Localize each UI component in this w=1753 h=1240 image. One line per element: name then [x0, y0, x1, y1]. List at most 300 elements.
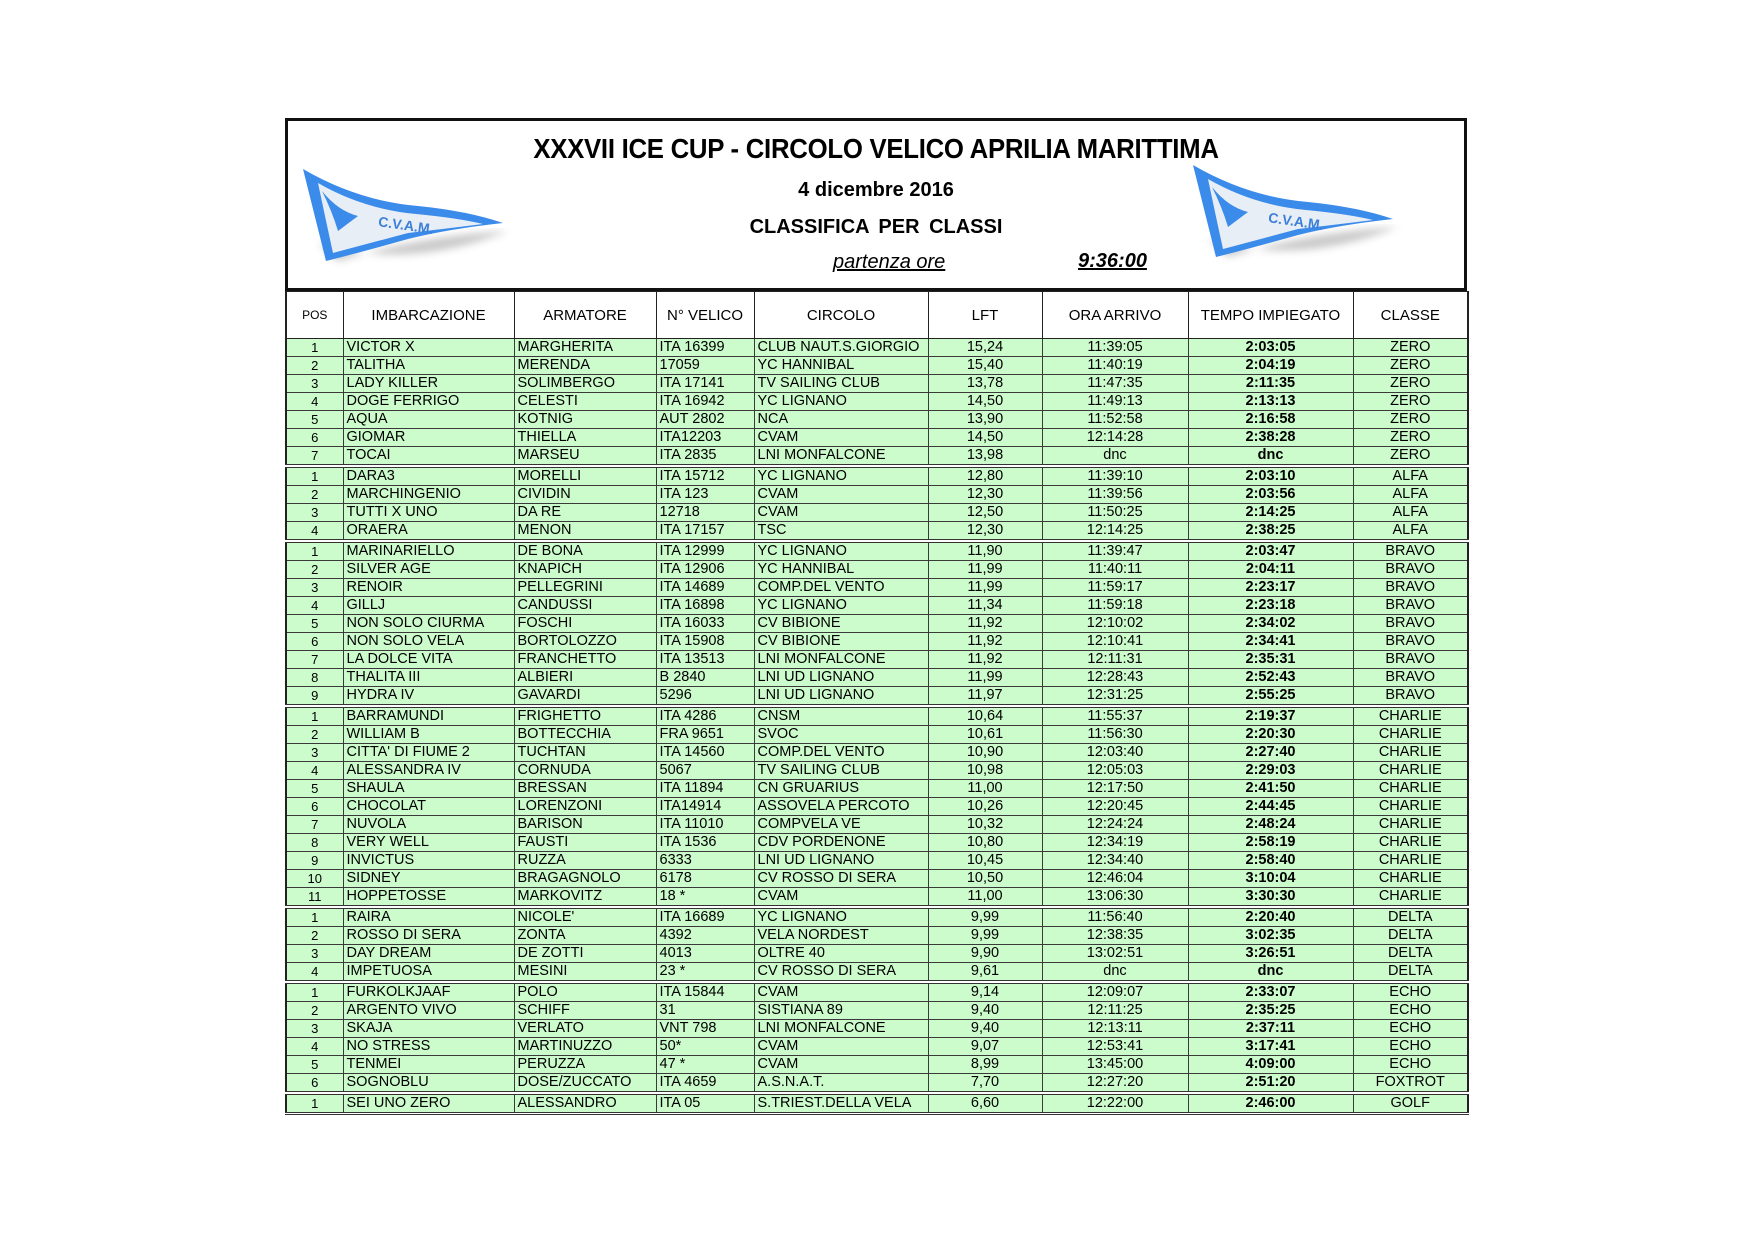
table-row [286, 339, 1468, 357]
cell-club: LNI UD LIGNANO [754, 669, 928, 687]
cell-sail-number: 18 * [656, 888, 754, 908]
table-row [286, 447, 1468, 467]
cell-lft: 10,50 [928, 870, 1042, 888]
cell-pos: 1 [286, 982, 343, 1002]
cell-pos: 3 [286, 504, 343, 522]
cell-owner: POLO [514, 982, 656, 1002]
cell-elapsed: 2:16:58 [1188, 411, 1353, 429]
table-row [286, 963, 1468, 983]
table-row [286, 579, 1468, 597]
table-row [286, 834, 1468, 852]
cell-lft: 9,14 [928, 982, 1042, 1002]
cell-lft: 6,60 [928, 1093, 1042, 1114]
cell-owner: MORELLI [514, 466, 656, 486]
cell-pos: 2 [286, 726, 343, 744]
cell-club: YC LIGNANO [754, 541, 928, 561]
cell-club: SISTIANA 89 [754, 1002, 928, 1020]
cell-lft: 10,32 [928, 816, 1042, 834]
cell-arrival: 11:39:47 [1042, 541, 1188, 561]
cell-owner: ALBIERI [514, 669, 656, 687]
cell-sail-number: ITA 17157 [656, 522, 754, 542]
cell-boat: ARGENTO VIVO [343, 1002, 514, 1020]
cell-club: CV BIBIONE [754, 633, 928, 651]
cell-class: ECHO [1353, 1056, 1468, 1074]
cell-sail-number: ITA 4286 [656, 706, 754, 726]
cell-pos: 2 [286, 486, 343, 504]
cell-class: CHARLIE [1353, 888, 1468, 908]
table-row [286, 744, 1468, 762]
cell-boat: MARCHINGENIO [343, 486, 514, 504]
cell-sail-number: ITA 11010 [656, 816, 754, 834]
cell-boat: HOPPETOSSE [343, 888, 514, 908]
cell-class: DELTA [1353, 945, 1468, 963]
cell-boat: TALITHA [343, 357, 514, 375]
cell-elapsed: 3:30:30 [1188, 888, 1353, 908]
cell-owner: LORENZONI [514, 798, 656, 816]
cell-class: ZERO [1353, 447, 1468, 467]
col-header-club: CIRCOLO [754, 292, 928, 339]
cell-arrival: dnc [1042, 963, 1188, 983]
cell-owner: TUCHTAN [514, 744, 656, 762]
table-row [286, 669, 1468, 687]
table-row [286, 615, 1468, 633]
table-row [286, 651, 1468, 669]
table-row [286, 522, 1468, 542]
col-header-sail-number: N° VELICO [656, 292, 754, 339]
cell-class: BRAVO [1353, 615, 1468, 633]
cell-class: ALFA [1353, 466, 1468, 486]
cell-owner: VERLATO [514, 1020, 656, 1038]
cell-club: YC LIGNANO [754, 466, 928, 486]
cell-elapsed: 2:03:10 [1188, 466, 1353, 486]
cell-arrival: 12:14:28 [1042, 429, 1188, 447]
cell-club: TSC [754, 522, 928, 542]
cell-lft: 11,92 [928, 615, 1042, 633]
cell-sail-number: 12718 [656, 504, 754, 522]
table-row [286, 541, 1468, 561]
cell-class: CHARLIE [1353, 870, 1468, 888]
cell-arrival: 12:27:20 [1042, 1074, 1188, 1094]
cell-boat: ORAERA [343, 522, 514, 542]
cell-club: CNSM [754, 706, 928, 726]
cell-lft: 11,00 [928, 780, 1042, 798]
cell-pos: 7 [286, 816, 343, 834]
cell-arrival: 12:38:35 [1042, 927, 1188, 945]
cell-owner: MARKOVITZ [514, 888, 656, 908]
cell-elapsed: dnc [1188, 447, 1353, 467]
cell-class: ECHO [1353, 982, 1468, 1002]
table-row [286, 597, 1468, 615]
cell-sail-number: ITA 16033 [656, 615, 754, 633]
cell-arrival: 11:59:18 [1042, 597, 1188, 615]
cell-boat: INVICTUS [343, 852, 514, 870]
cell-lft: 14,50 [928, 393, 1042, 411]
cell-boat: WILLIAM B [343, 726, 514, 744]
cell-class: FOXTROT [1353, 1074, 1468, 1094]
cell-club: CVAM [754, 504, 928, 522]
cell-arrival: 11:40:19 [1042, 357, 1188, 375]
cell-lft: 11,99 [928, 669, 1042, 687]
cell-club: TV SAILING CLUB [754, 762, 928, 780]
cell-club: YC HANNIBAL [754, 357, 928, 375]
cell-sail-number: ITA 16399 [656, 339, 754, 357]
cell-lft: 9,40 [928, 1020, 1042, 1038]
cell-sail-number: ITA12203 [656, 429, 754, 447]
results-table [285, 291, 1469, 1115]
table-row [286, 357, 1468, 375]
cell-boat: TENMEI [343, 1056, 514, 1074]
cell-class: ZERO [1353, 357, 1468, 375]
cell-lft: 10,45 [928, 852, 1042, 870]
cell-club: CDV PORDENONE [754, 834, 928, 852]
cell-lft: 14,50 [928, 429, 1042, 447]
table-row [286, 1074, 1468, 1094]
cell-sail-number: AUT 2802 [656, 411, 754, 429]
table-row [286, 888, 1468, 908]
cell-class: CHARLIE [1353, 852, 1468, 870]
cell-club: CN GRUARIUS [754, 780, 928, 798]
cell-owner: ALESSANDRO [514, 1093, 656, 1114]
cell-class: DELTA [1353, 963, 1468, 983]
cell-elapsed: 2:51:20 [1188, 1074, 1353, 1094]
cell-lft: 12,30 [928, 522, 1042, 542]
cell-elapsed: 3:10:04 [1188, 870, 1353, 888]
cell-arrival: 11:59:17 [1042, 579, 1188, 597]
cell-lft: 12,50 [928, 504, 1042, 522]
cell-arrival: 11:55:37 [1042, 706, 1188, 726]
col-header-pos: POS [286, 292, 343, 339]
cell-arrival: 11:52:58 [1042, 411, 1188, 429]
cell-owner: FAUSTI [514, 834, 656, 852]
cell-boat: MARINARIELLO [343, 541, 514, 561]
cell-class: ALFA [1353, 486, 1468, 504]
cell-arrival: 12:03:40 [1042, 744, 1188, 762]
cell-owner: FRANCHETTO [514, 651, 656, 669]
cell-lft: 9,40 [928, 1002, 1042, 1020]
cell-elapsed: 2:38:25 [1188, 522, 1353, 542]
table-row [286, 1038, 1468, 1056]
column-header-row [286, 292, 1468, 339]
table-row [286, 982, 1468, 1002]
table-row [286, 870, 1468, 888]
cell-sail-number: ITA 05 [656, 1093, 754, 1114]
cell-pos: 11 [286, 888, 343, 908]
cell-arrival: 12:13:11 [1042, 1020, 1188, 1038]
cell-club: COMP.DEL VENTO [754, 744, 928, 762]
cell-lft: 7,70 [928, 1074, 1042, 1094]
cell-elapsed: 2:03:47 [1188, 541, 1353, 561]
cell-pos: 8 [286, 669, 343, 687]
cell-pos: 2 [286, 357, 343, 375]
table-row [286, 466, 1468, 486]
cell-owner: DE ZOTTI [514, 945, 656, 963]
cell-arrival: 12:34:40 [1042, 852, 1188, 870]
cell-pos: 3 [286, 579, 343, 597]
table-row [286, 1056, 1468, 1074]
cell-sail-number: ITA 15908 [656, 633, 754, 651]
cell-owner: PERUZZA [514, 1056, 656, 1074]
cell-lft: 11,92 [928, 651, 1042, 669]
cell-owner: KNAPICH [514, 561, 656, 579]
table-row [286, 780, 1468, 798]
cell-pos: 5 [286, 615, 343, 633]
table-row [286, 816, 1468, 834]
cell-owner: GAVARDI [514, 687, 656, 707]
cell-sail-number: ITA 123 [656, 486, 754, 504]
cell-elapsed: 2:23:18 [1188, 597, 1353, 615]
cell-lft: 8,99 [928, 1056, 1042, 1074]
cell-owner: MESINI [514, 963, 656, 983]
cell-boat: AQUA [343, 411, 514, 429]
cell-elapsed: 2:44:45 [1188, 798, 1353, 816]
cell-lft: 10,98 [928, 762, 1042, 780]
col-header-elapsed: TEMPO IMPIEGATO [1188, 292, 1353, 339]
cell-elapsed: 3:26:51 [1188, 945, 1353, 963]
cell-arrival: 13:06:30 [1042, 888, 1188, 908]
cell-club: CVAM [754, 888, 928, 908]
cell-club: CVAM [754, 486, 928, 504]
cell-elapsed: 2:58:19 [1188, 834, 1353, 852]
cell-boat: SOGNOBLU [343, 1074, 514, 1094]
cell-owner: MARGHERITA [514, 339, 656, 357]
table-row [286, 561, 1468, 579]
cell-arrival: 12:46:04 [1042, 870, 1188, 888]
cell-sail-number: FRA 9651 [656, 726, 754, 744]
cell-club: CLUB NAUT.S.GIORGIO [754, 339, 928, 357]
cell-class: CHARLIE [1353, 706, 1468, 726]
cell-sail-number: ITA 16942 [656, 393, 754, 411]
cell-club: LNI MONFALCONE [754, 1020, 928, 1038]
col-header-lft: LFT [928, 292, 1042, 339]
cell-class: DELTA [1353, 907, 1468, 927]
cell-owner: CANDUSSI [514, 597, 656, 615]
cell-lft: 10,90 [928, 744, 1042, 762]
cell-sail-number: 5067 [656, 762, 754, 780]
cell-pos: 10 [286, 870, 343, 888]
cell-owner: SOLIMBERGO [514, 375, 656, 393]
cell-owner: MERENDA [514, 357, 656, 375]
cell-elapsed: 2:58:40 [1188, 852, 1353, 870]
report-header [285, 118, 1467, 291]
cell-sail-number: 50* [656, 1038, 754, 1056]
cell-lft: 12,80 [928, 466, 1042, 486]
cell-arrival: 12:10:41 [1042, 633, 1188, 651]
table-row [286, 411, 1468, 429]
cell-class: BRAVO [1353, 541, 1468, 561]
cell-boat: ROSSO DI SERA [343, 927, 514, 945]
cell-pos: 3 [286, 744, 343, 762]
cell-boat: LA DOLCE VITA [343, 651, 514, 669]
cell-club: CV ROSSO DI SERA [754, 870, 928, 888]
cell-lft: 9,61 [928, 963, 1042, 983]
cell-elapsed: 2:41:50 [1188, 780, 1353, 798]
cell-owner: THIELLA [514, 429, 656, 447]
cell-pos: 6 [286, 633, 343, 651]
cell-boat: CITTA' DI FIUME 2 [343, 744, 514, 762]
cell-owner: BOTTECCHIA [514, 726, 656, 744]
cell-lft: 10,80 [928, 834, 1042, 852]
cell-elapsed: 2:29:03 [1188, 762, 1353, 780]
cell-club: YC LIGNANO [754, 393, 928, 411]
cell-owner: CIVIDIN [514, 486, 656, 504]
cell-lft: 11,90 [928, 541, 1042, 561]
cell-class: ALFA [1353, 504, 1468, 522]
cell-owner: FRIGHETTO [514, 706, 656, 726]
cell-elapsed: 2:20:40 [1188, 907, 1353, 927]
cell-sail-number: 5296 [656, 687, 754, 707]
cell-arrival: 12:05:03 [1042, 762, 1188, 780]
cell-class: CHARLIE [1353, 726, 1468, 744]
cell-arrival: 12:10:02 [1042, 615, 1188, 633]
page-subtitle: CLASSIFICA PER CLASSI [749, 216, 1003, 238]
cell-pos: 5 [286, 1056, 343, 1074]
cell-boat: GILLJ [343, 597, 514, 615]
cell-class: ECHO [1353, 1020, 1468, 1038]
cell-class: GOLF [1353, 1093, 1468, 1114]
cell-club: CVAM [754, 982, 928, 1002]
page-title: XXXVII ICE CUP - CIRCOLO VELICO APRILIA MARITTIMA [533, 133, 1219, 164]
cell-boat: NON SOLO CIURMA [343, 615, 514, 633]
cell-elapsed: 3:17:41 [1188, 1038, 1353, 1056]
cell-class: CHARLIE [1353, 744, 1468, 762]
cell-sail-number: 31 [656, 1002, 754, 1020]
cell-class: CHARLIE [1353, 798, 1468, 816]
cell-sail-number: 47 * [656, 1056, 754, 1074]
cell-boat: DOGE FERRIGO [343, 393, 514, 411]
cell-lft: 11,92 [928, 633, 1042, 651]
table-row [286, 375, 1468, 393]
cell-pos: 5 [286, 780, 343, 798]
cell-pos: 2 [286, 1002, 343, 1020]
cell-club: CV BIBIONE [754, 615, 928, 633]
cell-owner: MARTINUZZO [514, 1038, 656, 1056]
cell-boat: DAY DREAM [343, 945, 514, 963]
cell-elapsed: 2:03:05 [1188, 339, 1353, 357]
logo-text: C.V.A.M. [377, 213, 435, 237]
cell-boat: CHOCOLAT [343, 798, 514, 816]
cell-boat: NON SOLO VELA [343, 633, 514, 651]
cell-arrival: dnc [1042, 447, 1188, 467]
cell-owner: FOSCHI [514, 615, 656, 633]
cell-class: BRAVO [1353, 669, 1468, 687]
results-body [286, 339, 1468, 1114]
cell-lft: 9,07 [928, 1038, 1042, 1056]
table-row [286, 706, 1468, 726]
cell-arrival: 11:39:10 [1042, 466, 1188, 486]
cell-elapsed: 2:38:28 [1188, 429, 1353, 447]
cell-owner: RUZZA [514, 852, 656, 870]
cell-elapsed: 2:04:19 [1188, 357, 1353, 375]
cell-owner: BARISON [514, 816, 656, 834]
cell-sail-number: ITA 11894 [656, 780, 754, 798]
cell-elapsed: 2:34:02 [1188, 615, 1353, 633]
cell-boat: SILVER AGE [343, 561, 514, 579]
cell-sail-number: ITA 1536 [656, 834, 754, 852]
cell-pos: 3 [286, 945, 343, 963]
cell-pos: 3 [286, 1020, 343, 1038]
cell-club: COMP.DEL VENTO [754, 579, 928, 597]
cell-lft: 15,24 [928, 339, 1042, 357]
cell-class: BRAVO [1353, 633, 1468, 651]
cell-sail-number: ITA 15844 [656, 982, 754, 1002]
cell-elapsed: 2:52:43 [1188, 669, 1353, 687]
cell-arrival: 13:45:00 [1042, 1056, 1188, 1074]
cell-elapsed: 4:09:00 [1188, 1056, 1353, 1074]
cell-pos: 4 [286, 963, 343, 983]
cell-pos: 1 [286, 1093, 343, 1114]
cell-boat: ALESSANDRA IV [343, 762, 514, 780]
cell-owner: BORTOLOZZO [514, 633, 656, 651]
cell-arrival: 12:11:25 [1042, 1002, 1188, 1020]
cell-elapsed: 2:46:00 [1188, 1093, 1353, 1114]
cell-sail-number: ITA 16898 [656, 597, 754, 615]
cell-class: BRAVO [1353, 579, 1468, 597]
results-sheet [285, 118, 1467, 1115]
cell-arrival: 12:22:00 [1042, 1093, 1188, 1114]
cell-pos: 6 [286, 798, 343, 816]
cell-class: CHARLIE [1353, 762, 1468, 780]
cell-arrival: 11:39:56 [1042, 486, 1188, 504]
cell-lft: 9,90 [928, 945, 1042, 963]
cell-boat: VICTOR X [343, 339, 514, 357]
cell-boat: GIOMAR [343, 429, 514, 447]
cell-pos: 1 [286, 706, 343, 726]
cell-pos: 6 [286, 1074, 343, 1094]
cell-elapsed: 2:27:40 [1188, 744, 1353, 762]
cell-owner: SCHIFF [514, 1002, 656, 1020]
cell-pos: 7 [286, 651, 343, 669]
table-row [286, 429, 1468, 447]
table-row [286, 633, 1468, 651]
cell-boat: TOCAI [343, 447, 514, 467]
cell-club: LNI MONFALCONE [754, 447, 928, 467]
cell-sail-number: ITA 13513 [656, 651, 754, 669]
table-row [286, 504, 1468, 522]
cell-sail-number: ITA 12999 [656, 541, 754, 561]
cell-lft: 13,78 [928, 375, 1042, 393]
cell-owner: KOTNIG [514, 411, 656, 429]
cell-pos: 1 [286, 907, 343, 927]
cell-boat: SKAJA [343, 1020, 514, 1038]
cell-sail-number: ITA 14689 [656, 579, 754, 597]
cell-elapsed: 3:02:35 [1188, 927, 1353, 945]
cell-boat: IMPETUOSA [343, 963, 514, 983]
cell-lft: 13,90 [928, 411, 1042, 429]
cell-owner: NICOLE' [514, 907, 656, 927]
cell-elapsed: 2:11:35 [1188, 375, 1353, 393]
cell-class: DELTA [1353, 927, 1468, 945]
cell-club: VELA NORDEST [754, 927, 928, 945]
col-header-boat: IMBARCAZIONE [343, 292, 514, 339]
cell-lft: 9,99 [928, 907, 1042, 927]
cell-pos: 6 [286, 429, 343, 447]
cell-sail-number: ITA 2835 [656, 447, 754, 467]
cell-lft: 10,26 [928, 798, 1042, 816]
cell-club: LNI UD LIGNANO [754, 852, 928, 870]
cell-class: ECHO [1353, 1038, 1468, 1056]
cell-club: CVAM [754, 1038, 928, 1056]
cell-club: CV ROSSO DI SERA [754, 963, 928, 983]
table-row [286, 687, 1468, 707]
cell-class: ZERO [1353, 393, 1468, 411]
table-row [286, 393, 1468, 411]
table-row [286, 762, 1468, 780]
cvam-pennant-logo-icon [1188, 157, 1418, 267]
cell-arrival: 13:02:51 [1042, 945, 1188, 963]
cell-owner: CORNUDA [514, 762, 656, 780]
cell-arrival: 12:28:43 [1042, 669, 1188, 687]
cell-elapsed: 2:03:56 [1188, 486, 1353, 504]
